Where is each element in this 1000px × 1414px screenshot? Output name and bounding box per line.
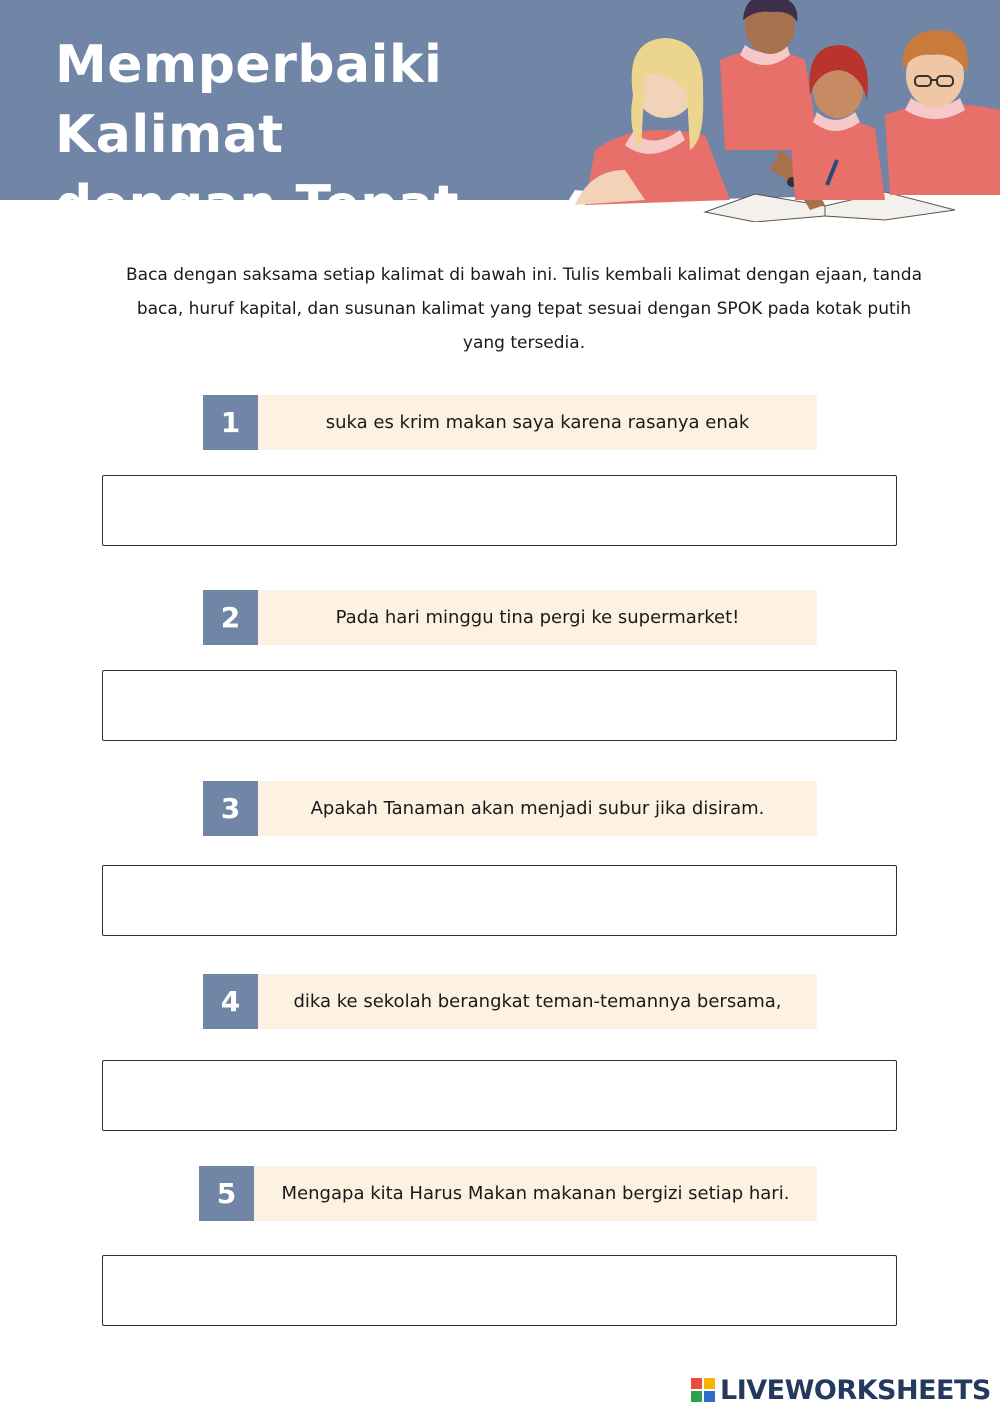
question-number-3: 3 <box>203 781 258 836</box>
question-sentence-3: Apakah Tanaman akan menjadi subur jika disiram. <box>258 781 817 836</box>
students-illustration <box>555 0 1000 222</box>
title-line-1: Memperbaiki Kalimat <box>55 35 443 165</box>
question-3 <box>203 781 817 836</box>
question-1 <box>203 395 817 450</box>
answer-field-3[interactable] <box>102 865 897 936</box>
question-sentence-1: suka es krim makan saya karena rasanya enak <box>258 395 817 450</box>
answer-field-4[interactable] <box>102 1060 897 1131</box>
liveworksheets-wordmark: LIVEWORKSHEETS <box>720 1374 991 1406</box>
question-number-1: 1 <box>203 395 258 450</box>
question-number-5: 5 <box>199 1166 254 1221</box>
question-sentence-2: Pada hari minggu tina pergi ke supermarket! <box>258 590 817 645</box>
liveworksheets-brand <box>690 1374 991 1406</box>
question-4 <box>203 974 817 1029</box>
question-2 <box>203 590 817 645</box>
question-sentence-4: dika ke sekolah berangkat teman-temannya bersama, <box>258 974 817 1029</box>
liveworksheets-logo-icon <box>690 1377 716 1403</box>
answer-field-2[interactable] <box>102 670 897 741</box>
answer-field-5[interactable] <box>102 1255 897 1326</box>
answer-field-1[interactable] <box>102 475 897 546</box>
instructions-text: Baca dengan saksama setiap kalimat di bawah ini. Tulis kembali kalimat dengan ejaan, tanda baca, huruf kapital, dan susunan kalimat yang tepat sesuai dengan SPOK pada kotak putih yang tersedia. <box>126 265 922 353</box>
question-5 <box>199 1166 817 1221</box>
question-number-4: 4 <box>203 974 258 1029</box>
title-line-2: dengan Tepat <box>55 175 459 235</box>
question-sentence-5: Mengapa kita Harus Makan makanan bergizi setiap hari. <box>254 1166 817 1221</box>
question-number-2: 2 <box>203 590 258 645</box>
